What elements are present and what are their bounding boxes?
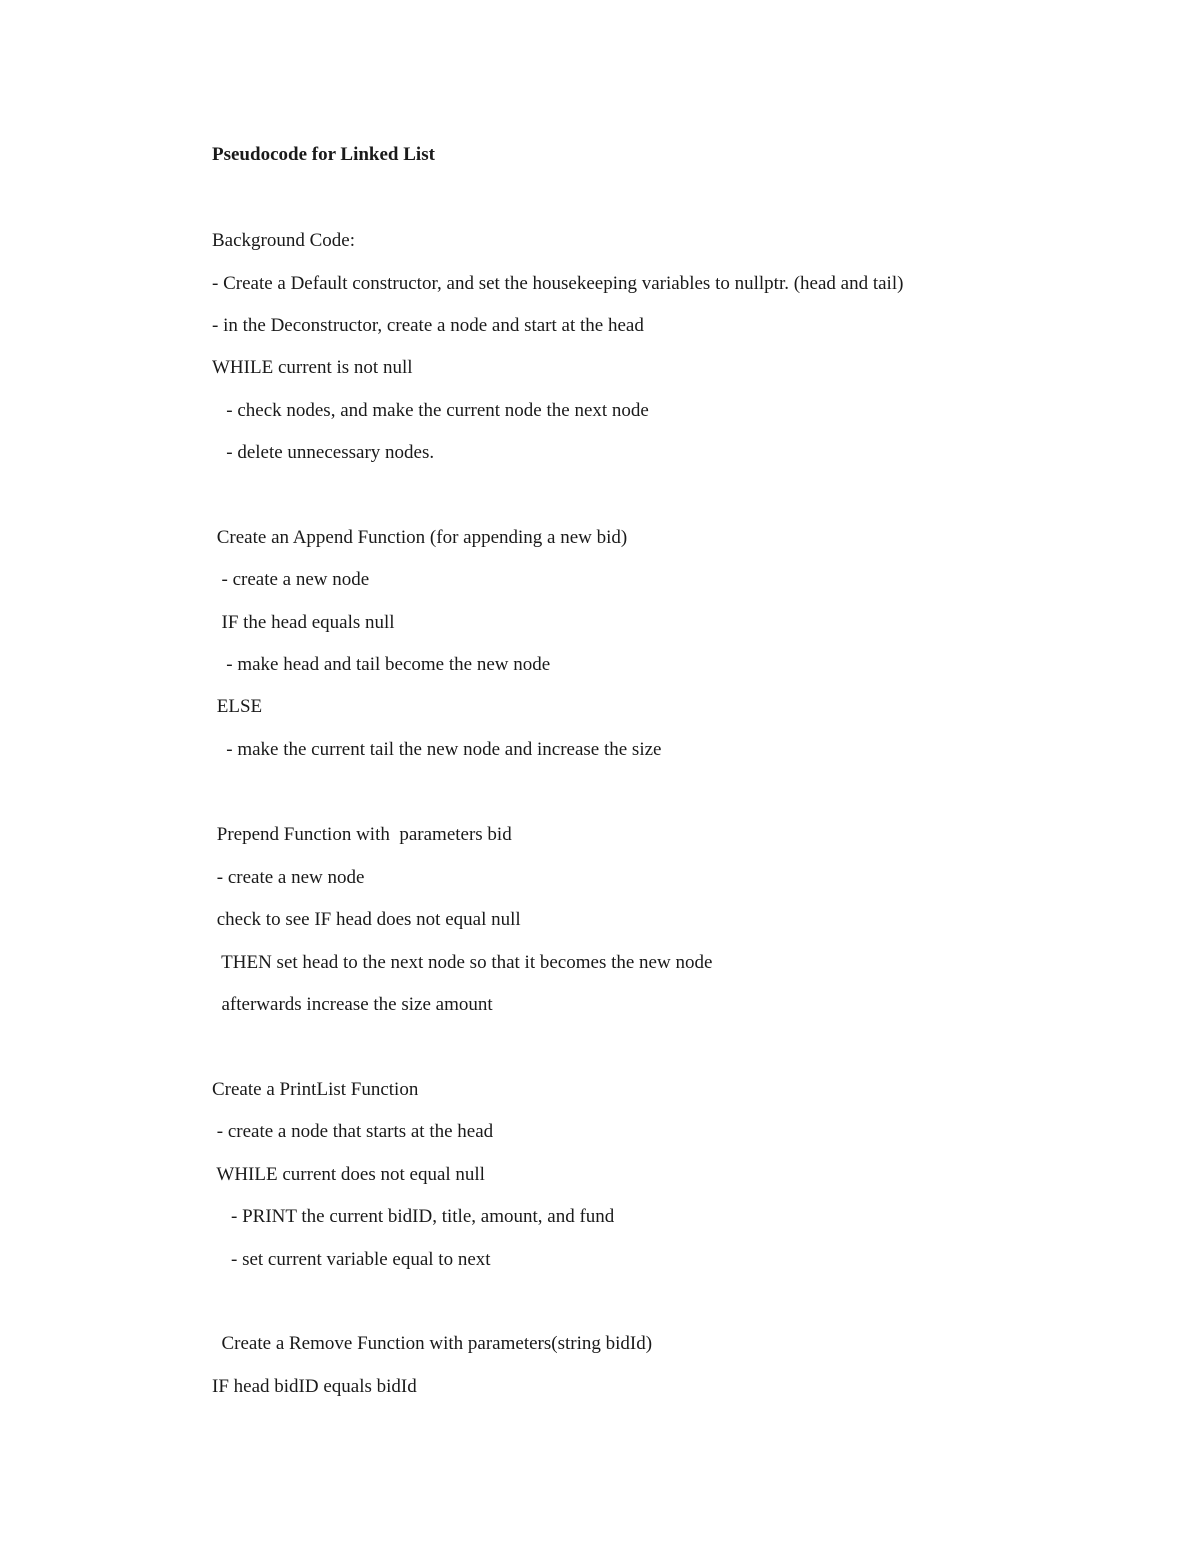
text-line-background-code: Background Code: [212,230,356,251]
text-line-if-head-bidid: IF head bidID equals bidId [212,1376,417,1397]
text-line-if-head-null: IF the head equals null [212,612,395,633]
text-line-printlist-create-node: - create a node that starts at the head [212,1121,494,1142]
text-line-else: ELSE [212,696,263,717]
text-line-while-current: WHILE current is not null [212,357,413,378]
text-line-prepend-create-node: - create a new node [212,867,365,888]
text-line-check-nodes: - check nodes, and make the current node the next node [212,400,649,421]
text-line-printlist-function: Create a PrintList Function [212,1079,419,1100]
text-line-tail-increase-size: - make the current tail the new node and increase the size [212,739,662,760]
text-line-print-bid: - PRINT the current bidID, title, amount, and fund [212,1206,615,1227]
text-line-set-current-next: - set current variable equal to next [212,1249,491,1270]
text-line-create-node: - create a new node [212,569,370,590]
text-line-head-tail-new-node: - make head and tail become the new node [212,654,551,675]
text-line-append-function: Create an Append Function (for appending a new bid) [212,527,628,548]
text-line-prepend-function: Prepend Function with parameters bid [212,824,512,845]
text-line-increase-size: afterwards increase the size amount [212,994,493,1015]
text-line-while-not-null: WHILE current does not equal null [212,1164,485,1185]
text-line-remove-function: Create a Remove Function with parameters(string bidId) [212,1333,653,1354]
text-line-default-constructor: - Create a Default constructor, and set the housekeeping variables to nullptr. (head and tail) [212,273,904,294]
text-line-deconstructor: - in the Deconstructor, create a node and start at the head [212,315,644,336]
text-line-then-set-head: THEN set head to the next node so that it becomes the new node [212,952,713,973]
text-line-check-head: check to see IF head does not equal null [212,909,521,930]
document-title: Pseudocode for Linked List [212,144,435,165]
text-line-delete-nodes: - delete unnecessary nodes. [212,442,435,463]
